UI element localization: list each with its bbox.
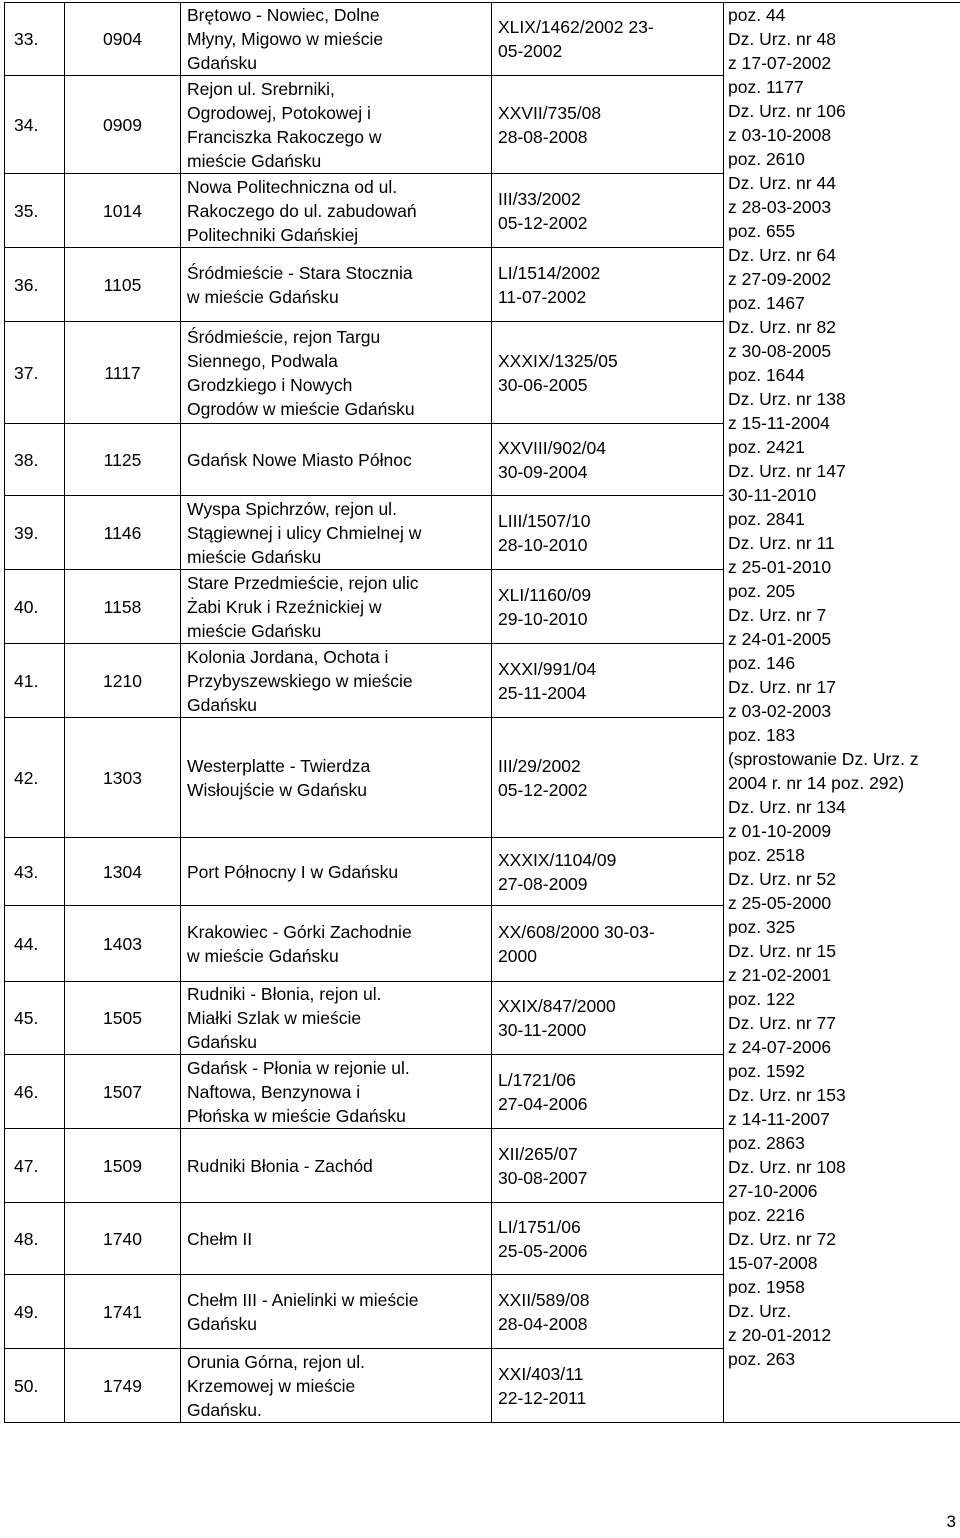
resolution-cell (492, 174, 724, 248)
area-name-cell-text: Stare Przedmieście, rejon ulic Żabi Kruk i Rzeźnickiej w mieście Gdańsku (187, 572, 419, 641)
publication-entry: Dz. Urz. nr 134 z 01-10-2009 poz. 2518 (728, 797, 846, 865)
publication-entry: Dz. Urz. nr 7 z 24-01-2005 poz. 146 (728, 605, 832, 673)
resolution-cell (492, 3, 724, 76)
area-name-cell (181, 644, 492, 718)
resolution-cell-text: XXXIX/1104/09 27-08-2009 (498, 849, 617, 894)
publication-entry: Dz. Urz. nr 106 z 03-10-2008 poz. 2610 (728, 101, 846, 169)
plan-code-cell-text: 1403 (103, 933, 142, 954)
resolution-cell-text: XLIX/1462/2002 23- 05-2002 (498, 17, 654, 61)
plan-code-cell (65, 1055, 181, 1129)
area-name-cell-text: Port Północny I w Gdańsku (187, 861, 399, 882)
resolution-cell-text: XXXIX/1325/05 30-06-2005 (498, 350, 618, 395)
plan-code-cell (65, 1203, 181, 1275)
resolution-cell (492, 76, 724, 174)
area-name-cell-text: Gdańsk Nowe Miasto Północ (187, 449, 412, 470)
publication-entry: Dz. Urz. nr 153 z 14-11-2007 poz. 2863 (728, 1085, 846, 1153)
resolution-cell-text: III/29/2002 05-12-2002 (498, 755, 588, 800)
publication-entry: Dz. Urz. nr 147 30-11-2010 poz. 2841 (728, 461, 846, 529)
resolution-cell (492, 982, 724, 1055)
row-number-cell-text: 36. (14, 274, 39, 295)
plan-code-cell (65, 248, 181, 322)
row-number-cell (5, 1275, 65, 1349)
area-name-cell-text: Gdańsk - Płonia w rejonie ul. Naftowa, Benzynowa i Płońska w mieście Gdańsku (187, 1057, 410, 1126)
plan-code-cell-text: 0904 (103, 29, 142, 49)
resolution-cell (492, 718, 724, 838)
publication-entry: Dz. Urz. nr 48 z 17-07-2002 poz. 1177 (728, 29, 836, 97)
area-name-cell (181, 906, 492, 982)
area-name-cell (181, 1129, 492, 1203)
row-number-cell-text: 37. (14, 362, 39, 383)
resolution-cell-text: XXXI/991/04 25-11-2004 (498, 658, 597, 703)
resolution-cell (492, 838, 724, 906)
resolution-cell (492, 1203, 724, 1275)
area-name-cell (181, 718, 492, 838)
area-name-cell-text: Wyspa Spichrzów, rejon ul. Stągiewnej i ulicy Chmielnej w mieście Gdańsku (187, 498, 422, 567)
area-name-cell-text: Chełm III - Anielinki w mieście Gdańsku (187, 1289, 419, 1334)
plan-code-cell (65, 906, 181, 982)
row-number-cell-text: 40. (14, 596, 39, 617)
plan-code-cell (65, 174, 181, 248)
publication-entry: Dz. Urz. nr 64 z 27-09-2002 poz. 1467 (728, 245, 836, 313)
row-number-cell (5, 76, 65, 174)
area-name-cell-text: Rudniki - Błonia, rejon ul. Miałki Szlak w mieście Gdańsku (187, 984, 382, 1052)
plan-code-cell-text: 1304 (103, 861, 142, 882)
resolution-cell (492, 248, 724, 322)
plan-code-cell-text: 1509 (103, 1155, 142, 1176)
row-number-cell (5, 1203, 65, 1275)
area-name-cell-text: Brętowo - Nowiec, Dolne Młyny, Migowo w mieście Gdańsku (187, 5, 384, 73)
plan-code-cell-text: 1014 (103, 200, 142, 221)
publication-entry: Dz. Urz. nr 77 z 24-07-2006 poz. 1592 (728, 1013, 836, 1081)
row-number-cell (5, 906, 65, 982)
plan-code-cell (65, 1129, 181, 1203)
plan-code-cell-text: 1117 (104, 362, 141, 383)
plan-code-cell (65, 718, 181, 838)
resolution-cell (492, 906, 724, 982)
row-number-cell-text: 33. (14, 29, 39, 49)
publication-entry: Dz. Urz. nr 17 z 03-02-2003 poz. 183 (sprostowanie Dz. Urz. z 2004 r. nr 14 poz. 292) (728, 677, 919, 793)
area-name-cell (181, 174, 492, 248)
area-name-cell-text: Krakowiec - Górki Zachodnie w mieście Gdańsku (187, 921, 412, 966)
plan-code-cell-text: 1740 (103, 1228, 142, 1249)
table-row (5, 3, 960, 76)
area-name-cell-text: Orunia Górna, rejon ul. Krzemowej w mieście Gdańsku. (187, 1351, 366, 1420)
plan-code-cell (65, 76, 181, 174)
plan-code-cell-text: 1505 (103, 1008, 142, 1028)
row-number-cell (5, 1349, 65, 1423)
resolution-cell-text: XXVIII/902/04 30-09-2004 (498, 437, 606, 482)
area-name-cell-text: Chełm II (187, 1228, 253, 1249)
plans-table-body (5, 3, 960, 1423)
area-name-cell (181, 322, 492, 424)
row-number-cell-text: 47. (14, 1155, 39, 1176)
publication-entry: Dz. Urz. nr 72 15-07-2008 poz. 1958 (728, 1229, 836, 1297)
resolution-cell-text: XXIX/847/2000 30-11-2000 (498, 996, 616, 1040)
row-number-cell-text: 49. (14, 1301, 39, 1322)
publication-entry: Dz. Urz. nr 82 z 30-08-2005 poz. 1644 (728, 317, 836, 385)
plan-code-cell-text: 1749 (103, 1375, 142, 1396)
row-number-cell-text: 50. (14, 1375, 39, 1396)
resolution-cell (492, 1349, 724, 1423)
plan-code-cell (65, 322, 181, 424)
area-name-cell (181, 1349, 492, 1423)
area-name-cell (181, 496, 492, 570)
row-number-cell (5, 838, 65, 906)
area-name-cell (181, 1203, 492, 1275)
row-number-cell-text: 43. (14, 861, 39, 882)
publication-entry: Dz. Urz. nr 44 z 28-03-2003 poz. 655 (728, 173, 836, 241)
row-number-cell-text: 39. (14, 522, 39, 543)
row-number-cell (5, 644, 65, 718)
resolution-cell (492, 644, 724, 718)
resolution-cell (492, 1055, 724, 1129)
plan-code-cell (65, 3, 181, 76)
resolution-cell-text: LI/1751/06 25-05-2006 (498, 1216, 588, 1261)
resolution-cell-text: XX/608/2000 30-03- 2000 (498, 921, 655, 966)
plan-code-cell-text: 1210 (103, 670, 142, 691)
publication-entry: Dz. Urz. z 20-01-2012 poz. 263 (728, 1301, 832, 1369)
row-number-cell (5, 570, 65, 644)
publication-entry: Dz. Urz. nr 11 z 25-01-2010 poz. 205 (728, 533, 835, 601)
area-name-cell-text: Śródmieście, rejon Targu Siennego, Podwala Grodzkiego i Nowych Ogrodów w mieście Gdańsku (187, 326, 415, 419)
area-name-cell (181, 838, 492, 906)
resolution-cell-text: L/1721/06 27-04-2006 (498, 1069, 588, 1114)
plan-code-cell (65, 496, 181, 570)
page-number: 3 (946, 1512, 956, 1531)
publication-entry: Dz. Urz. nr 15 z 21-02-2001 poz. 122 (728, 941, 836, 1009)
row-number-cell (5, 424, 65, 496)
plan-code-cell-text: 1303 (103, 767, 142, 788)
resolution-cell-text: XXII/589/08 28-04-2008 (498, 1289, 590, 1334)
plan-code-cell (65, 982, 181, 1055)
row-number-cell-text: 42. (14, 767, 39, 788)
row-number-cell-text: 41. (14, 670, 39, 691)
plan-code-cell (65, 424, 181, 496)
area-name-cell-text: Rudniki Błonia - Zachód (187, 1155, 373, 1176)
resolution-cell (492, 1129, 724, 1203)
plans-table (4, 2, 960, 1423)
row-number-cell (5, 248, 65, 322)
row-number-cell-text: 45. (14, 1008, 39, 1028)
plan-code-cell (65, 644, 181, 718)
area-name-cell-text: Westerplatte - Twierdza Wisłoujście w Gdańsku (187, 755, 371, 800)
area-name-cell (181, 982, 492, 1055)
area-name-cell (181, 248, 492, 322)
area-name-cell (181, 1275, 492, 1349)
area-name-cell (181, 424, 492, 496)
plan-code-cell (65, 570, 181, 644)
row-number-cell (5, 496, 65, 570)
resolution-cell (492, 322, 724, 424)
resolution-cell-text: III/33/2002 05-12-2002 (498, 188, 588, 233)
plan-code-cell (65, 1275, 181, 1349)
area-name-cell (181, 3, 492, 76)
plan-code-cell (65, 838, 181, 906)
resolution-cell (492, 496, 724, 570)
plan-code-cell-text: 1158 (103, 596, 142, 617)
resolution-cell-text: LIII/1507/10 28-10-2010 (498, 510, 591, 555)
plan-code-cell-text: 1146 (103, 522, 142, 543)
plan-code-cell-text: 1741 (103, 1301, 142, 1322)
area-name-cell (181, 1055, 492, 1129)
plan-code-cell (65, 1349, 181, 1423)
resolution-cell (492, 1275, 724, 1349)
resolution-cell-text: LI/1514/2002 11-07-2002 (498, 262, 601, 307)
area-name-cell (181, 76, 492, 174)
plan-code-cell-text: 1507 (103, 1081, 142, 1102)
area-name-cell-text: Śródmieście - Stara Stocznia w mieście Gdańsku (187, 262, 413, 307)
row-number-cell (5, 3, 65, 76)
row-number-cell-text: 38. (14, 449, 39, 470)
plan-code-cell-text: 1105 (103, 274, 142, 295)
resolution-cell-text: XLI/1160/09 29-10-2010 (498, 584, 592, 629)
row-number-cell (5, 1055, 65, 1129)
row-number-cell (5, 174, 65, 248)
row-number-cell-text: 46. (14, 1081, 39, 1102)
resolution-cell (492, 570, 724, 644)
area-name-cell-text: Nowa Politechniczna od ul. Rakoczego do ul. zabudowań Politechniki Gdańskiej (187, 176, 417, 245)
resolution-cell-text: XII/265/07 30-08-2007 (498, 1143, 588, 1188)
row-number-cell-text: 44. (14, 933, 39, 954)
publication-entry: Dz. Urz. nr 52 z 25-05-2000 poz. 325 (728, 869, 836, 937)
row-number-cell-text: 35. (14, 200, 39, 221)
area-name-cell (181, 570, 492, 644)
row-number-cell-text: 34. (14, 114, 39, 135)
publication-entry: poz. 44 (728, 5, 786, 25)
row-number-cell-text: 48. (14, 1228, 39, 1249)
resolution-cell-text: XXI/403/11 22-12-2011 (498, 1363, 587, 1408)
area-name-cell-text: Rejon ul. Srebrniki, Ogrodowej, Potokowej i Franciszka Rakoczego w mieście Gdańsku (187, 78, 382, 171)
row-number-cell (5, 718, 65, 838)
area-name-cell-text: Kolonia Jordana, Ochota i Przybyszewskiego w mieście Gdańsku (187, 646, 413, 715)
row-number-cell (5, 982, 65, 1055)
publication-column (724, 3, 960, 1423)
publication-entry: Dz. Urz. nr 108 27-10-2006 poz. 2216 (728, 1157, 846, 1225)
resolution-cell (492, 424, 724, 496)
row-number-cell (5, 322, 65, 424)
publication-entry: Dz. Urz. nr 138 z 15-11-2004 poz. 2421 (728, 389, 846, 457)
row-number-cell (5, 1129, 65, 1203)
plan-code-cell-text: 1125 (103, 449, 142, 470)
plan-code-cell-text: 0909 (103, 114, 142, 135)
resolution-cell-text: XXVII/735/08 28-08-2008 (498, 102, 602, 147)
